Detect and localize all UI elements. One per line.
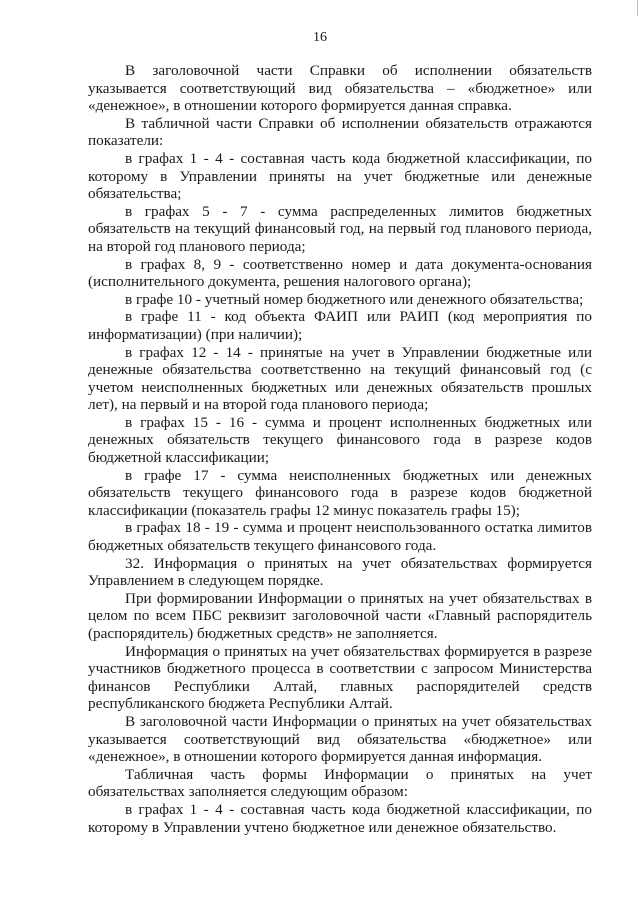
paragraph-pbs-header: При формировании Информации о принятых на учет обязательствах в целом по всем ПБС реквизит заголовочной части «Главный распорядитель (распорядитель) бюджетных средств» не заполняется.	[88, 589, 592, 642]
paragraph-columns-1-4: в графах 1 - 4 - составная часть кода бюджетной классификации, по которому в Управлении приняты на учет бюджетные или денежные обязательства;	[88, 149, 592, 203]
paragraph-participants: Информация о принятых на учет обязательствах формируется в разрезе участников бюджетного процесса в соответствии с запросом Министерства финансов Республики Алтай, главных распорядителей средств республиканского бюджета Республики Алтай.	[88, 642, 592, 713]
paragraph-info-table-intro: Табличная часть формы Информации о принятых на учет обязательствах заполняется следующим образом:	[88, 765, 592, 801]
paragraph-table-intro: В табличной части Справки об исполнении обязательств отражаются показатели:	[88, 114, 592, 150]
paragraph-columns-15-16: в графах 15 - 16 - сумма и процент исполненных бюджетных или денежных обязательств текущего финансового года в разрезе кодов бюджетной классификации;	[88, 413, 592, 467]
page-number: 16	[313, 30, 327, 45]
paragraph-column-10: в графе 10 - учетный номер бюджетного или денежного обязательства;	[125, 290, 584, 308]
paragraph-columns-8-9: в графах 8, 9 - соответственно номер и дата документа-основания (исполнительного документа, решения налогового органа);	[88, 255, 592, 291]
paragraph-column-17: в графе 17 - сумма неисполненных бюджетных или денежных обязательств текущего финансового года в разрезе кодов бюджетной классификации (показатель графы 12 минус показатель графы 15);	[88, 466, 592, 519]
paragraph-columns-5-7: в графах 5 - 7 - сумма распределенных лимитов бюджетных обязательств на текущий финансовый год, на первый год планового периода, на второй год планового периода;	[88, 202, 592, 255]
paragraph-info-columns-1-4: в графах 1 - 4 - составная часть кода бюджетной классификации, по которому в Управлении учтено бюджетное или денежное обязательство.	[88, 800, 592, 836]
paragraph-columns-18-19: в графах 18 - 19 - сумма и процент неиспользованного остатка лимитов бюджетных обязательств текущего финансового года.	[88, 519, 592, 555]
paragraph-column-11: в графе 11 - код объекта ФАИП или РАИП (код мероприятия по информатизации) (при наличии);	[88, 308, 592, 343]
paragraph-columns-12-14: в графах 12 - 14 - принятые на учет в Управлении бюджетные или денежные обязательства соответственно на текущий финансовый год (с учетом неисполненных бюджетных или денежных обязательств прошлых лет), на первый и на второй года планового периода;	[88, 343, 592, 414]
scan-edge-mark	[637, 0, 638, 16]
paragraph-header-type: В заголовочной части Справки об исполнении обязательств указывается соответствующий вид обязательства – «бюджетное» или «денежное», в отношении которого формируется данная справка.	[88, 62, 592, 115]
paragraph-section-32: 32. Информация о принятых на учет обязательствах формируется Управлением в следующем порядке.	[88, 554, 592, 590]
document-body	[88, 62, 592, 836]
paragraph-info-header-type: В заголовочной части Информации о принятых на учет обязательствах указывается соответствующий вид обязательства «бюджетное» или «денежное», в отношении которого формируется данная информация.	[88, 712, 592, 766]
